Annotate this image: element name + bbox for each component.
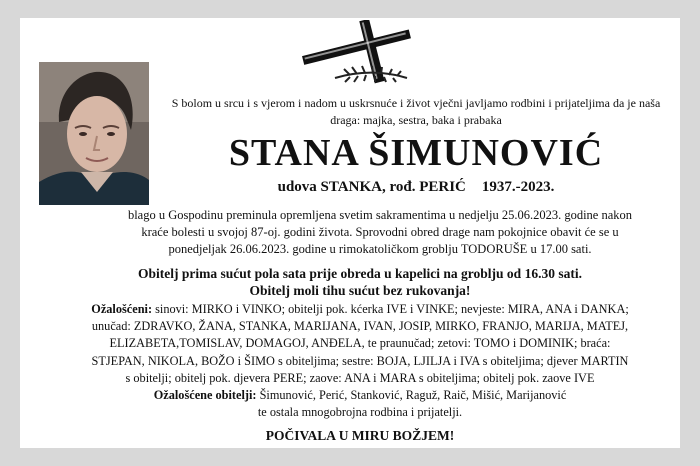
- mourners-line-2: unučad: ZDRAVKO, ŽANA, STANKA, MARIJANA, IVAN, JOSIP, MIRKO, FRANJO, MARIJA, MATEJ,: [91, 319, 629, 334]
- mourners-label: Ožalošćeni:: [91, 302, 153, 316]
- relatives-line: te ostala mnogobrojna rodbina i prijatelji.: [257, 405, 463, 420]
- deceased-name: STANA ŠIMUNOVIĆ: [228, 132, 604, 174]
- mourners-line-1: [40, 301, 680, 318]
- mourners-line-4: STJEPAN, NIKOLA, BOŽO i ŠIMO s obiteljima; sestre: BOJA, LJILJA i IVA s obiteljima; djever MARTIN: [91, 353, 629, 368]
- obituary-card: [20, 18, 680, 448]
- families-line: [40, 387, 680, 404]
- mourners-line-5: s obitelji; obitelj pok. djevera PERE; zaove: ANA i MARA s obiteljima; obitelj pok. zaove IVE: [125, 370, 595, 385]
- families-names: Šimunović, Perić, Stanković, Raguž, Raič, Mišić, Marijanović: [256, 388, 567, 403]
- body-line-1: blago u Gospodinu preminula opremljena svetim sakramentima u nedjelju 25.06.2023. godine nakon: [127, 208, 633, 222]
- mourners-line-1-text: sinovi: MIRKO i VINKO; obitelji pok. kćerka IVE i VINKE; nevjeste: MIRA, ANA i DANKA;: [152, 302, 629, 316]
- life-years: 1937.-2023.: [481, 179, 555, 195]
- condolence-notice: Obitelj prima sućut pola sata prije obreda u kapelici na groblju od 16.30 sati.: [138, 266, 582, 281]
- intro-text: S bolom u srcu i s vjerom i nadom u uskrsnuće i život vječni javljamo rodbini i prijateljima da je naša draga: majka, sestra, baka i prabaka: [171, 96, 661, 127]
- portrait-photo: [39, 62, 149, 205]
- subtitle-line: [156, 178, 676, 196]
- families-label: Ožalošćene obitelji:: [153, 388, 257, 403]
- maiden-name: udova STANKA, rođ. PERIĆ: [277, 179, 466, 195]
- mourners-line-3: ELIZABETA,TOMISLAV, DOMAGOJ, ANĐELA, te praunučad; zetovi: TOMO i DOMINIK; braća:: [109, 336, 611, 351]
- mourners-list: [40, 301, 680, 421]
- closing-line: POČIVALA U MIRU BOŽJEM!: [265, 428, 455, 443]
- no-handshake-notice: Obitelj moli tihu sućut bez rukovanja!: [249, 283, 471, 298]
- body-line-3: ponedjeljak 26.06.2023. godine u rimokatoličkom groblju TODORUŠE u 17.00 sati.: [168, 242, 592, 256]
- body-line-2: kraće bolesti u svojoj 87-oj. godini života. Sprovodni obred drage nam pokojnice obavit će se u: [141, 225, 619, 239]
- cross-with-palm-branch-icon: [295, 20, 425, 86]
